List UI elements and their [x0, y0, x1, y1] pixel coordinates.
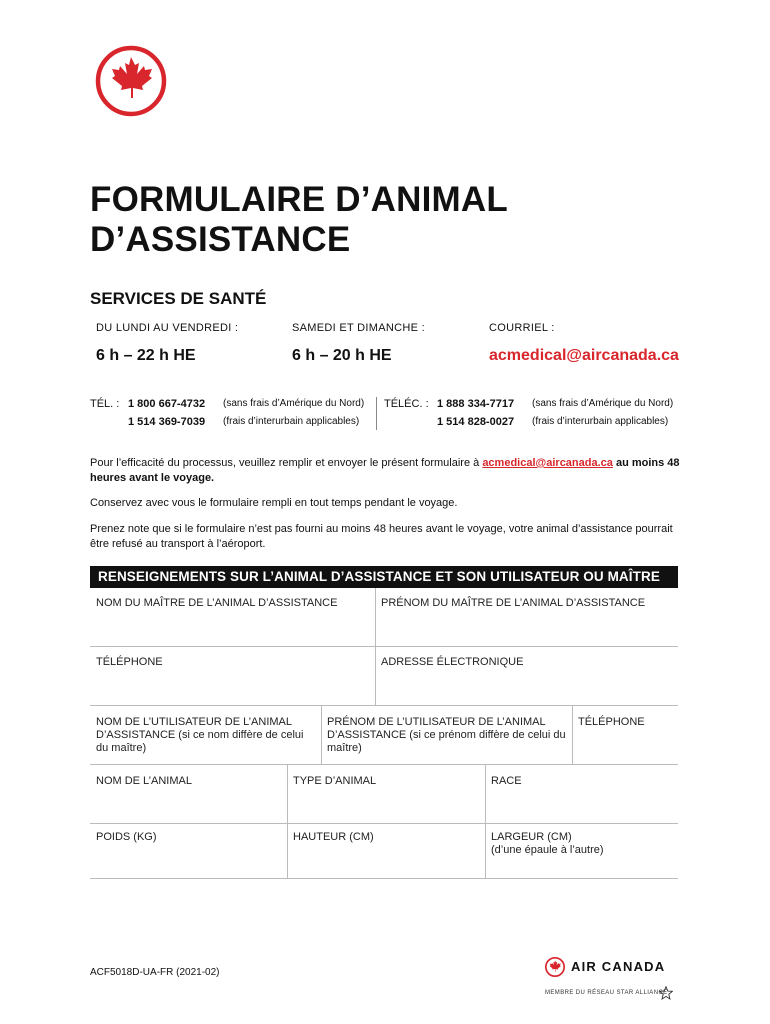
divider — [90, 646, 678, 647]
height-field[interactable]: HAUTEUR (CM) — [293, 831, 374, 843]
animal-name-field[interactable]: NOM DE L’ANIMAL — [96, 775, 192, 787]
weekend-hours: 6 h – 20 h HE — [292, 347, 392, 364]
divider — [90, 823, 678, 824]
weekday-hours: 6 h – 22 h HE — [96, 347, 196, 364]
fax-note-1: (sans frais d’Amérique du Nord) — [532, 398, 674, 409]
user-last-name-field[interactable]: NOM DE L’UTILISATEUR DE L’ANIMAL D’ASSISTANCE (si ce nom diffère de celui du maître) — [96, 716, 304, 754]
owner-last-name-field[interactable]: NOM DU MAÎTRE DE L’ANIMAL D’ASSISTANCE — [96, 597, 338, 609]
divider — [287, 823, 288, 878]
animal-type-field[interactable]: TYPE D’ANIMAL — [293, 775, 377, 787]
divider — [321, 705, 322, 764]
email-link-inline[interactable]: acmedical@aircanada.ca — [482, 457, 613, 469]
instruction-paragraph-2: Conservez avec vous le formulaire rempli en tout temps pendant le voyage. — [90, 497, 458, 509]
instruction-paragraph-1: Pour l’efficacité du processus, veuillez remplir et envoyer le présent formulaire à acmedical@aircanada.ca au moins 48 heures avant le voyage. — [90, 457, 680, 484]
fax-number-2: 1 514 828-0027 — [437, 416, 515, 428]
tel-number-2: 1 514 369-7039 — [128, 416, 206, 428]
form-section-header: RENSEIGNEMENTS SUR L’ANIMAL D’ASSISTANCE ET SON UTILISATEUR OU MAÎTRE — [90, 566, 678, 588]
width-field[interactable]: LARGEUR (CM) (d’une épaule à l’autre) — [491, 831, 604, 856]
user-phone-field[interactable]: TÉLÉPHONE — [578, 716, 645, 728]
owner-phone-field[interactable]: TÉLÉPHONE — [96, 656, 163, 668]
divider — [485, 764, 486, 823]
fax-label: TÉLÉC. : — [384, 398, 429, 410]
divider — [90, 878, 678, 879]
star-alliance-text: MEMBRE DU RÉSEAU STAR ALLIANCE — [545, 990, 668, 996]
user-first-name-field[interactable]: PRÉNOM DE L’UTILISATEUR DE L’ANIMAL D’ASSISTANCE (si ce prénom diffère de celui du maître) — [327, 716, 566, 754]
breed-field[interactable]: RACE — [491, 775, 522, 787]
owner-email-field[interactable]: ADRESSE ÉLECTRONIQUE — [381, 656, 524, 668]
tel-note-2: (frais d’interurbain applicables) — [223, 416, 360, 427]
divider — [375, 588, 376, 646]
email-label: COURRIEL : — [489, 322, 555, 334]
divider — [90, 764, 678, 765]
divider — [485, 823, 486, 878]
fax-note-2: (frais d’interurbain applicables) — [532, 416, 669, 427]
divider — [287, 764, 288, 823]
tel-note-1: (sans frais d’Amérique du Nord) — [223, 398, 365, 409]
weight-field[interactable]: POIDS (KG) — [96, 831, 157, 843]
star-alliance-icon — [659, 986, 673, 1000]
email-link[interactable]: acmedical@aircanada.ca — [489, 347, 679, 364]
page-title: FORMULAIRE D’ANIMAL D’ASSISTANCE — [90, 180, 508, 259]
air-canada-maple-leaf-logo — [95, 45, 167, 117]
divider — [572, 705, 573, 764]
weekday-label: DU LUNDI AU VENDREDI : — [96, 322, 239, 334]
section-subtitle: SERVICES DE SANTÉ — [90, 289, 267, 308]
tel-label: TÉL. : — [90, 398, 120, 410]
contact-divider — [376, 397, 377, 430]
instruction-paragraph-3: Prenez note que si le formulaire n’est pas fourni au moins 48 heures avant le voyage, votre animal d’assistance pourrait être refusé au transport à l’aéroport. — [90, 523, 673, 550]
weekend-label: SAMEDI ET DIMANCHE : — [292, 322, 425, 334]
brand-name: AIR CANADA — [571, 959, 666, 974]
form-code: ACF5018D-UA-FR (2021-02) — [90, 967, 220, 978]
divider — [90, 705, 678, 706]
tel-number-1: 1 800 667-4732 — [128, 398, 206, 410]
divider — [375, 646, 376, 705]
maple-leaf-small-icon — [545, 957, 565, 977]
owner-first-name-field[interactable]: PRÉNOM DU MAÎTRE DE L’ANIMAL D’ASSISTANCE — [381, 597, 646, 609]
fax-number-1: 1 888 334-7717 — [437, 398, 515, 410]
